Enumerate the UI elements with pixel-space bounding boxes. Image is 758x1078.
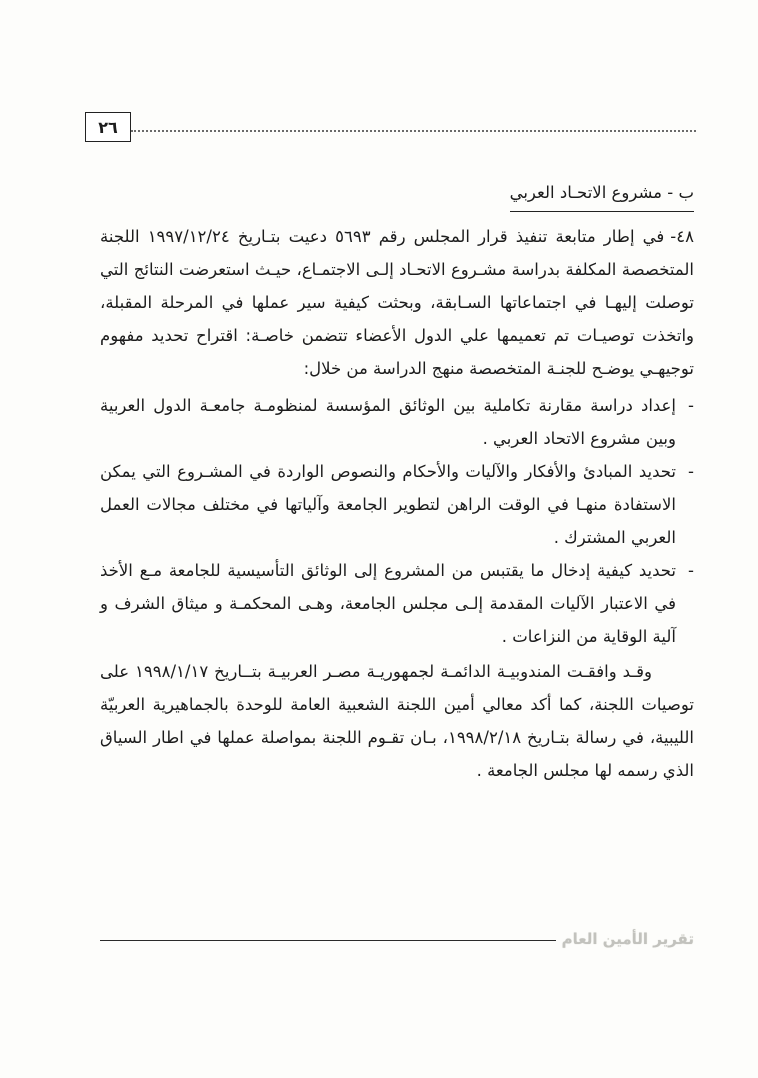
document-content — [100, 176, 694, 787]
header-dotted-rule — [131, 130, 696, 132]
page-header — [0, 112, 758, 142]
dash-icon: - — [688, 462, 694, 481]
list-item — [100, 389, 694, 455]
list-item — [100, 455, 694, 554]
bullet-text: تحديد كيفية إدخال ما يقتبس من المشروع إلى الوثائق التأسيسية للجامعة مـع الأخذ في الاعتبار الآليات المقدمة إلـى مجلس الجامعة، وهـى المحكمـة و ميثاق الشرف و آلية الوقاية من النزاعات . — [100, 561, 676, 646]
page-footer — [100, 930, 694, 948]
paragraph-text: في إطار متابعة تنفيذ قرار المجلس رقم ٥٦٩٣ دعيت بتـاريخ ١٩٩٧/١٢/٢٤ اللجنة المتخصصة المكلفة بدراسة مشـروع الاتحـاد إلـى الاجتمـاع، حيـث استعرضت النتائج التي توصلت إليهـا في اجتماعاتها السـابقة، وبحثت كيفية سير عملها في المرحلة المقبلة، واتخذت توصيـات تم تعميمها علي الدول الأعضاء تتضمن خاصـة: اقتراح تحديد مفهوم توجيهـي يوضـح للجنـة المتخصصة منهج الدراسة من خلال: — [100, 227, 694, 378]
closing-paragraph: وقـد وافقـت المندوبيـة الدائمـة لجمهوريـة مصـر العربيـة بتــاريخ ١٩٩٨/١/١٧ على توصيات اللجنة، كما أكد معالي أمين اللجنة الشعبية العامة للوحدة بالجماهيرية العربيّة الليبية، في رسالة بتـاريخ ١٩٩٨/٢/١٨، بـان تقـوم اللجنة بمواصلة عملها في اطار السياق الذي رسمه لها مجلس الجامعة . — [100, 662, 694, 780]
item-number: ٤٨- — [670, 227, 694, 246]
footer-note: تقرير الأمين العام — [561, 930, 694, 948]
footer-rule — [100, 940, 556, 941]
page-number: ٢٦ — [85, 112, 131, 142]
bullet-text: تحديد المبادئ والأفكار والآليات والأحكام والنصوص الواردة في المشـروع التي يمكن الاستفادة منهـا في الوقت الراهن لتطوير الجامعة وآلياتها في مختلف مجالات العمل العربي المشترك . — [100, 462, 676, 547]
numbered-paragraph — [100, 220, 694, 385]
dash-icon: - — [688, 561, 694, 580]
dash-icon: - — [688, 396, 694, 415]
section-heading: ب - مشروع الاتحـاد العربي — [510, 176, 694, 212]
list-item — [100, 554, 694, 653]
bullet-text: إعداد دراسة مقارنة تكاملية بين الوثائق المؤسسة لمنظومـة جامعـة الدول العربية وبين مشروع الاتحاد العربي . — [100, 396, 676, 448]
section-heading-row — [100, 176, 694, 212]
